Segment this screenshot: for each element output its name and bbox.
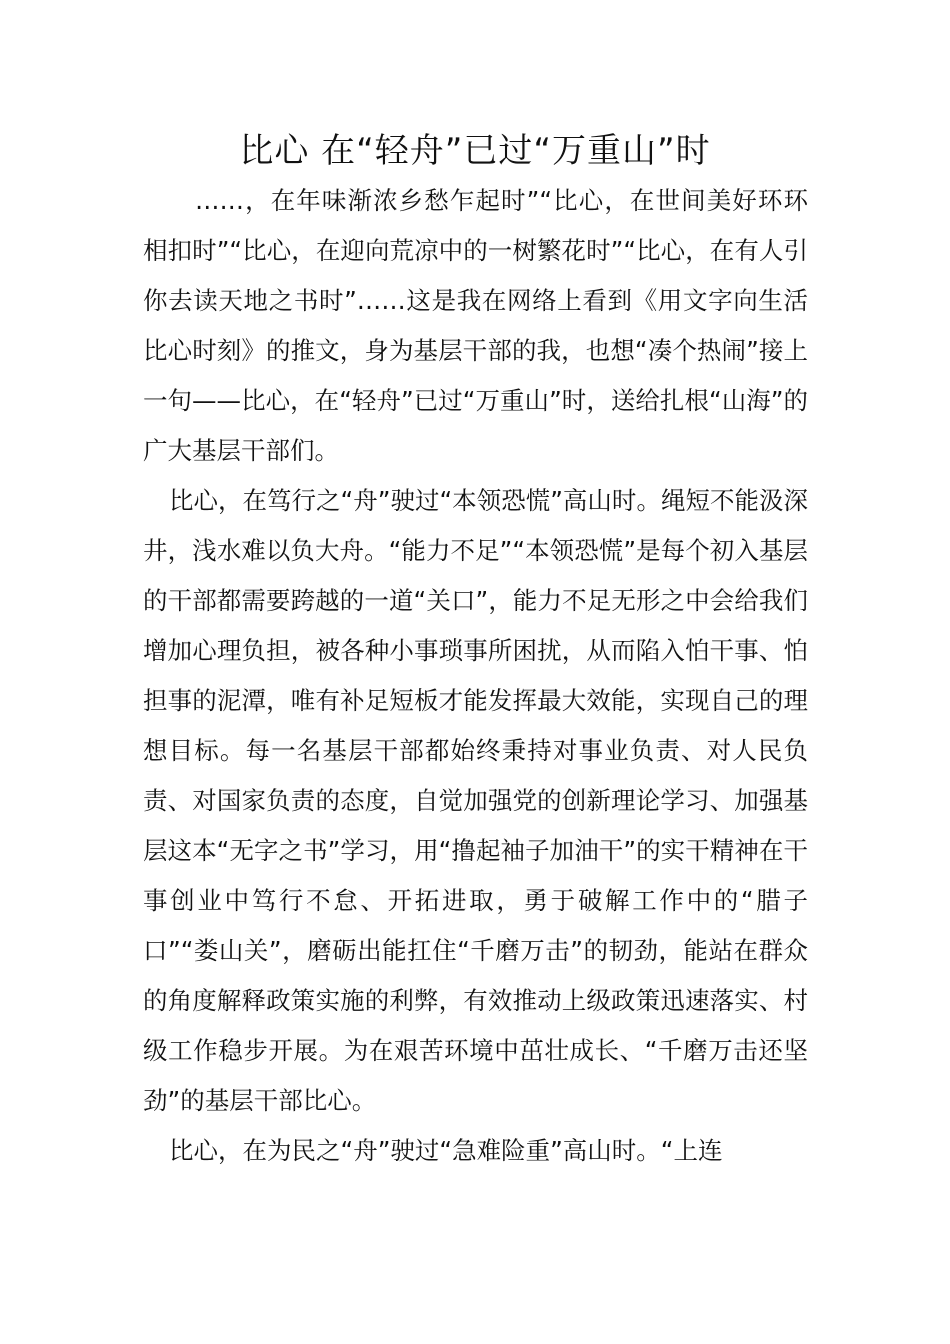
document-body: [143, 176, 808, 1176]
paragraph-ability: 比心，在笃行之“舟”驶过“本领恐慌”高山时。绳短不能汲深井，浅水难以负大舟。“能力不足”“本领恐慌”是每个初入基层的干部都需要跨越的一道“关口”，能力不足无形之中会给我们增加心理负担，被各种小事琐事所困扰，从而陷入怕干事、怕担事的泥潭，唯有补足短板才能发挥最大效能，实现自己的理想目标。每一名基层干部都始终秉持对事业负责、对人民负责、对国家负责的态度，自觉加强党的创新理论学习、加强基层这本“无字之书”学习，用“撸起袖子加油干”的实干精神在干事创业中笃行不怠、开拓进取，勇于破解工作中的“腊子口”“娄山关”，磨砺出能扛住“千磨万击”的韧劲，能站在群众的角度解释政策实施的利弊，有效推动上级政策迅速落实、村级工作稳步开展。为在艰苦环境中茁壮成长、“千磨万击还坚劲”的基层干部比心。: [143, 486, 808, 1115]
paragraph-service: 比心，在为民之“舟”驶过“急难险重”高山时。“上连: [169, 1136, 723, 1165]
paragraph-intro: ……，在年味渐浓乡愁乍起时”“比心，在世间美好环环相扣时”“比心，在迎向荒凉中的一树繁花时”“比心，在有人引你去读天地之书时”……这是我在网络上看到《用文字向生活比心时刻》的推文，身为基层干部的我，也想“凑个热闹”接上一句——比心，在“轻舟”已过“万重山”时，送给扎根“山海”的广大基层干部们。: [143, 186, 808, 465]
document-title: 比心 在“轻舟”已过“万重山”时: [239, 131, 711, 171]
